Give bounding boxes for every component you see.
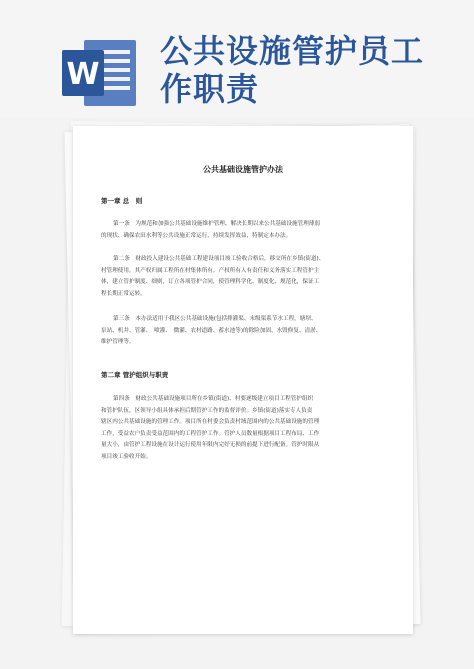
title-line-2: 作职责 — [160, 70, 260, 108]
document-title: 公共基础设施管护办法 — [203, 165, 283, 174]
article-2-line: 体，建立管护制度、细则，订立各项管护合同，使管理科学化、制度化、规范化，保证工 — [101, 279, 320, 285]
article-2-line: 第二条 财政投入建设公共基础工程建设项目竣工验收合格后，移交所在乡镇(街道)、 — [113, 256, 325, 262]
word-icon-letter: W — [66, 57, 100, 92]
chapter-2-heading: 第二章 管护组织与职责 — [101, 371, 169, 379]
article-3-line: 泵站、机井、管灌、 喷灌、 微灌、农村道路、蓄水池等)的除险加固、水毁修复、清淤、 — [101, 327, 322, 334]
article-2-line: 村管理使用。其产权归属工程所在村集体所有。产权所有人有责任和义务落实工程管护主 — [101, 267, 320, 274]
document-page — [73, 126, 413, 634]
article-2-line: 程长期正常运转。 — [101, 290, 146, 297]
article-3-line: 第三条 本办法适用于我区公共基础设施(包括排灌渠、末级渠系节水工程，塘坝、 — [113, 316, 317, 322]
article-4-line: 量大小，由管护工程设施在设计运行使用年限内完好无损的前提下进行配备。管护时限从 — [101, 442, 320, 448]
article-3 — [101, 314, 383, 349]
article-3-line: 维护管理等。 — [101, 339, 135, 345]
article-1-line: 的现状、确保农田水利等公共设施正常运行，持续发挥效益，特制定本办法。 — [101, 232, 292, 239]
page-title — [160, 32, 460, 108]
article-4 — [101, 394, 383, 463]
article-2 — [101, 254, 383, 300]
page-header — [0, 0, 474, 118]
article-4-line: 第四条 财政公共基础设施项目所在乡镇(街道)、村要逐级建立项目工程管护组织 — [113, 396, 314, 402]
article-4-line: 辖区内公共基础设施的管理工作。项目所在村委会负责村域范围内的公共基础设施的管理 — [101, 419, 320, 425]
article-1 — [101, 219, 383, 242]
article-4-line: 工作，受益农户负责受益范围内的工程管护工作。管护人员数量根据项目工程布局、工作 — [101, 430, 320, 437]
word-document-icon — [62, 40, 138, 106]
chapter-1-heading: 第一章 总 则 — [101, 197, 143, 205]
title-line-1: 公共设施管护员工 — [160, 32, 425, 70]
article-1-line: 第一条 为规范和加强公共基础设施维护管理、解决长期以来公共基础设施管理薄弱 — [113, 221, 320, 227]
article-4-line: 项目竣工验收开始。 — [101, 453, 152, 460]
article-4-line: 和管护队伍，区领导小组具体承担后期管护工作的监督评价。乡镇(街道)落实专人负责 — [101, 407, 313, 414]
